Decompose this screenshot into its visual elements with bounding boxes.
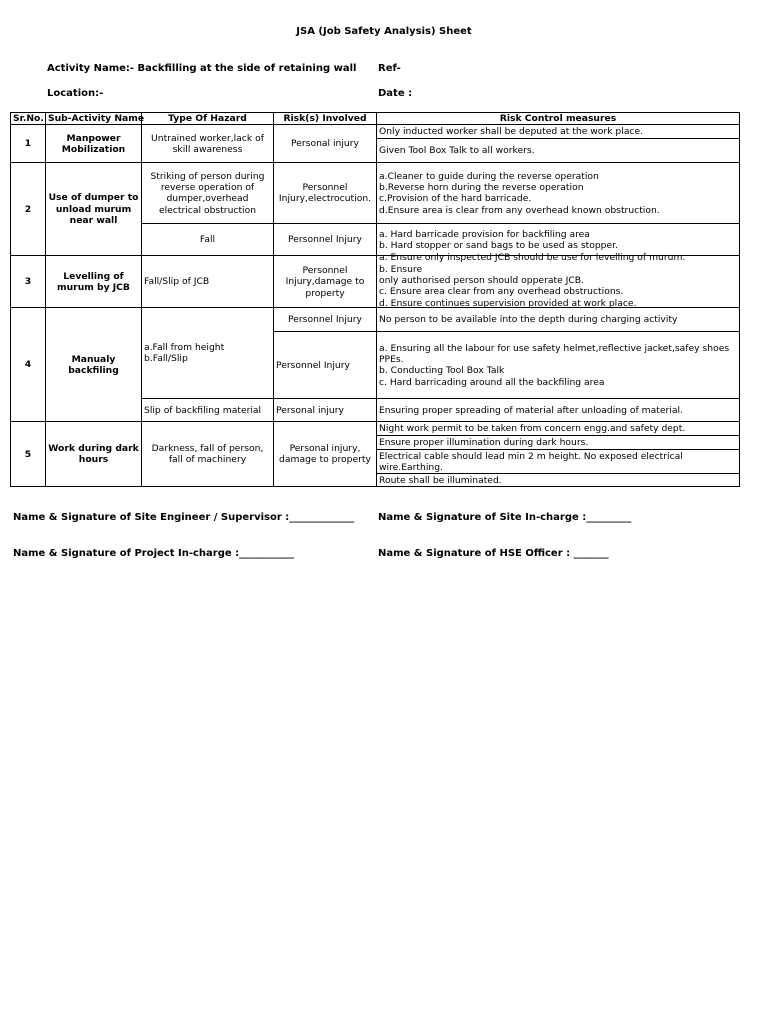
col-header-risk: Risk(s) Involved <box>274 113 377 125</box>
control-text: a. Ensure only inspected JCB should be use for levelling of murum. b. Ensure only authorised person should opperate JCB. c. Ensure area clear from any overhead obstructions. d. Ensure continues supervision provided at work place. <box>379 252 686 309</box>
hazard-cell: Darkness, fall of person, fall of machinery <box>142 422 274 487</box>
table-row <box>11 256 740 308</box>
hazard-cell: Striking of person during reverse operation of dumper,overhead electrical obstruction <box>142 163 274 224</box>
sr-no-cell: 3 <box>11 256 46 308</box>
risk-cell: Personal injury <box>274 399 377 422</box>
risk-cell: Personnel Injury <box>274 308 377 332</box>
col-header-controls: Risk Control measures <box>377 113 740 125</box>
control-cell <box>377 252 740 309</box>
risk-cell: Personal injury <box>274 125 377 163</box>
control-cell: a. Hard barricade provision for backfiling area b. Hard stopper or sand bags to be used as stopper. <box>377 224 740 256</box>
risk-cell: Personal injury, damage to property <box>274 422 377 487</box>
sr-no-cell: 1 <box>11 125 46 163</box>
activity-name: Activity Name:- Backfilling at the side of retaining wall <box>47 63 357 74</box>
sr-no-cell: 2 <box>11 163 46 256</box>
sub-activity-cell: Levelling of murum by JCB <box>46 256 142 308</box>
control-cell: Electrical cable should lead min 2 m height. No exposed electrical wire.Earthing. <box>377 450 740 474</box>
risk-cell: Personnel Injury,electrocution. <box>274 163 377 224</box>
control-cell: Only inducted worker shall be deputed at the work place. <box>377 125 740 139</box>
col-header-hazard: Type Of Hazard <box>142 113 274 125</box>
col-header-sr-no: Sr.No. <box>11 113 46 125</box>
hse-officer-signature-line: Name & Signature of HSE Officer : _______ <box>378 548 609 559</box>
control-cell: Ensuring proper spreading of material after unloading of material. <box>377 399 740 422</box>
sr-no-cell: 5 <box>11 422 46 487</box>
control-cell: Ensure proper illumination during dark hours. <box>377 436 740 450</box>
col-header-sub-activity: Sub-Activity Name <box>46 113 142 125</box>
risk-cell: Personnel Injury,damage to property <box>274 256 377 308</box>
sub-activity-cell: Manualy backfiling <box>46 308 142 422</box>
hazard-cell: Fall <box>142 224 274 256</box>
project-incharge-signature-line: Name & Signature of Project In-charge :___________ <box>13 548 295 559</box>
control-cell: Route shall be illuminated. <box>377 474 740 487</box>
sub-activity-cell: Manpower Mobilization <box>46 125 142 163</box>
risk-cell: Personnel Injury <box>274 332 377 399</box>
control-cell: a.Cleaner to guide during the reverse operation b.Reverse horn during the reverse operation c.Provision of the hard barricade. d.Ensure area is clear from any overhead known obstruction. <box>377 163 740 224</box>
control-cell: Given Tool Box Talk to all workers. <box>377 139 740 163</box>
control-cell: a. Ensuring all the labour for use safety helmet,reflective jacket,safey shoes PPEs. b. Conducting Tool Box Talk c. Hard barricading around all the backfiling area <box>377 332 740 399</box>
sr-no-cell: 4 <box>11 308 46 422</box>
control-cell: Night work permit to be taken from concern engg.and safety dept. <box>377 422 740 436</box>
site-engineer-signature-line: Name & Signature of Site Engineer / Supervisor :_____________ <box>13 512 355 523</box>
table-header-row <box>11 113 740 125</box>
jsa-table <box>10 112 740 487</box>
control-cell: No person to be available into the depth during charging activity <box>377 308 740 332</box>
table-row <box>11 308 740 332</box>
hazard-cell: Untrained worker,lack of skill awareness <box>142 125 274 163</box>
reference-field: Ref- <box>378 63 401 74</box>
hazard-cell: Fall/Slip of JCB <box>142 256 274 308</box>
sub-activity-cell: Work during dark hours <box>46 422 142 487</box>
site-incharge-signature-line: Name & Signature of Site In-charge :_________ <box>378 512 632 523</box>
table-row <box>11 125 740 139</box>
risk-cell: Personnel Injury <box>274 224 377 256</box>
hazard-cell: a.Fall from height b.Fall/Slip <box>142 308 274 399</box>
date-field: Date : <box>378 88 413 99</box>
sub-activity-cell: Use of dumper to unload murum near wall <box>46 163 142 256</box>
sheet-title: JSA (Job Safety Analysis) Sheet <box>296 26 472 37</box>
hazard-cell: Slip of backfiling material <box>142 399 274 422</box>
table-row <box>11 422 740 436</box>
table-row <box>11 163 740 224</box>
location-field: Location:- <box>47 88 104 99</box>
